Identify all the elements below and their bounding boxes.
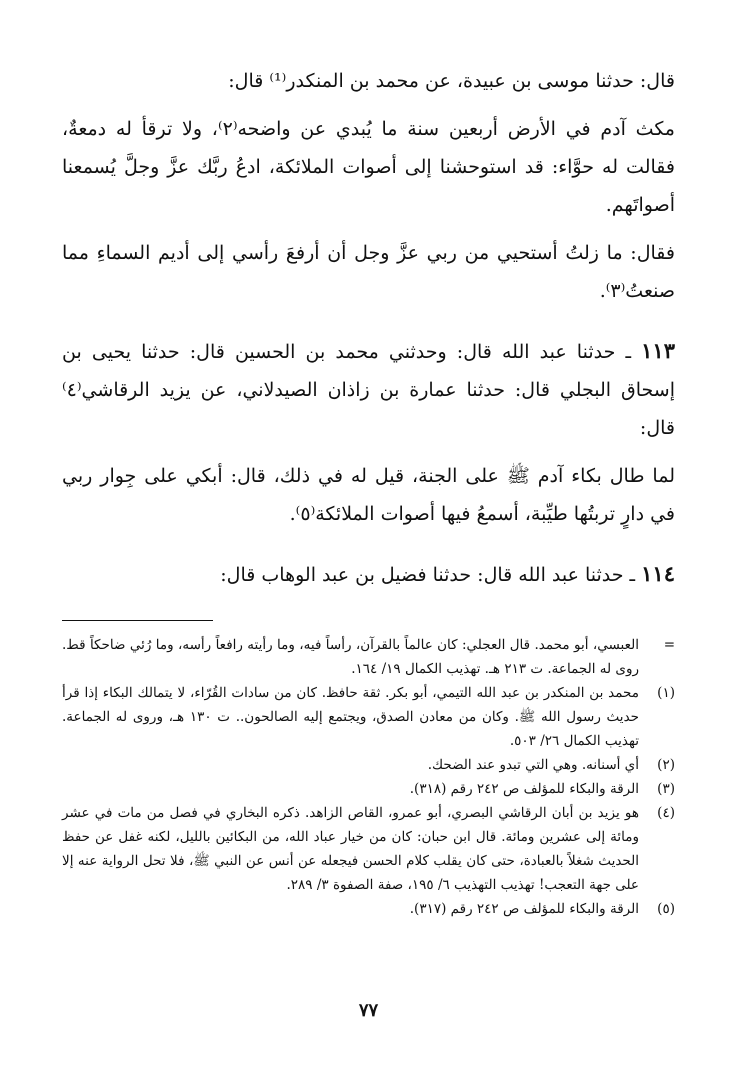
main-text xyxy=(62,62,675,594)
hadith-114-text: ـ حدثنا عبد الله قال: حدثنا فضيل بن عبد الوهاب قال: xyxy=(220,564,636,586)
hadith-113 xyxy=(62,332,675,447)
footnote xyxy=(62,753,675,777)
footnote-mark: (١) xyxy=(657,685,675,701)
footnote xyxy=(62,897,675,921)
footnotes xyxy=(62,633,675,921)
hadith-113-text: ـ حدثنا عبد الله قال: وحدثني محمد بن الحسين قال: حدثنا يحيى بن إسحاق البجلي قال: حدثنا عمارة بن زاذان الصيدلاني، عن يزيد الرقاشي⁽٤⁾ قال: xyxy=(62,341,675,439)
footnote xyxy=(62,801,675,897)
footnote-text: أي أسنانه. وهي التي تبدو عند الضحك. xyxy=(427,757,639,773)
footnote xyxy=(62,681,675,753)
paragraph-2: مكث آدم في الأرض أربعين سنة ما يُبدي عن واضحه⁽٢⁾، ولا ترقأ له دمعةٌ، فقالت له حوَّاء: قد استوحشنا إلى أصوات الملائكة، ادعُ ربَّك عزَّ وجلَّ يُسمعنا أصواتَهم. xyxy=(62,118,675,216)
footnote-divider xyxy=(62,620,213,621)
footnote-text: الرقة والبكاء للمؤلف ص ٢٤٢ رقم (٣١٧). xyxy=(409,901,639,917)
page-number: ٧٧ xyxy=(358,1000,379,1021)
footnote-text: محمد بن المنكدر بن عبد الله التيمي، أبو بكر. ثقة حافظ. كان من سادات القُرّاء، لا يتمالك البكاء إذا قرأ حديث رسول الله ﷺ. وكان من معادن الصدق، ويجتمع إليه الصالحون.. ت ١٣٠ هـ، وروى له الجماعة. تهذيب الكمال ٢٦/ ٥٠٣. xyxy=(62,685,639,749)
footnote-text: الرقة والبكاء للمؤلف ص ٢٤٢ رقم (٣١٨). xyxy=(409,781,639,797)
footnote-mark: (٤) xyxy=(657,805,675,821)
footnote-mark: (٥) xyxy=(657,901,675,917)
paragraph-3: فقال: ما زلتُ أستحيي من ربي عزَّ وجل أن أرفعَ رأسي إلى أديم السماءِ مما صنعتُ⁽٣⁾. xyxy=(62,242,675,302)
footnote-text: هو يزيد بن أبان الرقاشي البصري، أبو عمرو، القاص الزاهد. ذكره البخاري في فصل من مات في عشر ومائة إلى عشرين ومائة. قال ابن حبان: كان من خيار عباد الله، من البكائين بالليل، لكنه غفل عن حفظ الحديث شغلاً بالعبادة، حتى كان يقلب كلام الحسن فيجعله عن أنس عن النبي ﷺ، فلا تحل الرواية عنه إلا على جهة التعجب! تهذيب التهذيب ٦/ ١٩٥، صفة الصفوة ٣/ ٢٨٩. xyxy=(62,805,639,893)
footnote xyxy=(62,633,675,681)
footnote-mark: (٣) xyxy=(657,781,675,797)
footnote-text: العبسي، أبو محمد. قال العجلي: كان عالماً بالقرآن، رأساً فيه، وما رأيته رافعاً رأسه، وما رُئي ضاحكاً قط. روى له الجماعة. ت ٢١٣ هـ. تهذيب الكمال ١٩/ ١٦٤. xyxy=(62,637,639,677)
hadith-114 xyxy=(62,555,675,594)
footnote-mark: (٢) xyxy=(657,757,675,773)
hadith-number-113: ١١٣ xyxy=(641,338,675,363)
footnote xyxy=(62,777,675,801)
paragraph-1: قال: حدثنا موسى بن عبيدة، عن محمد بن المنكدر⁽¹⁾ قال: xyxy=(228,70,675,92)
paragraph-5: لما طال بكاء آدم ﷺ على الجنة، قيل له في ذلك، قال: أبكي على جِوار ربي في دارٍ تربتُها طيِّبة، أسمعُ فيها أصوات الملائكة⁽٥⁾. xyxy=(62,465,675,525)
footnote-mark: = xyxy=(663,637,675,653)
hadith-number-114: ١١٤ xyxy=(641,561,675,586)
